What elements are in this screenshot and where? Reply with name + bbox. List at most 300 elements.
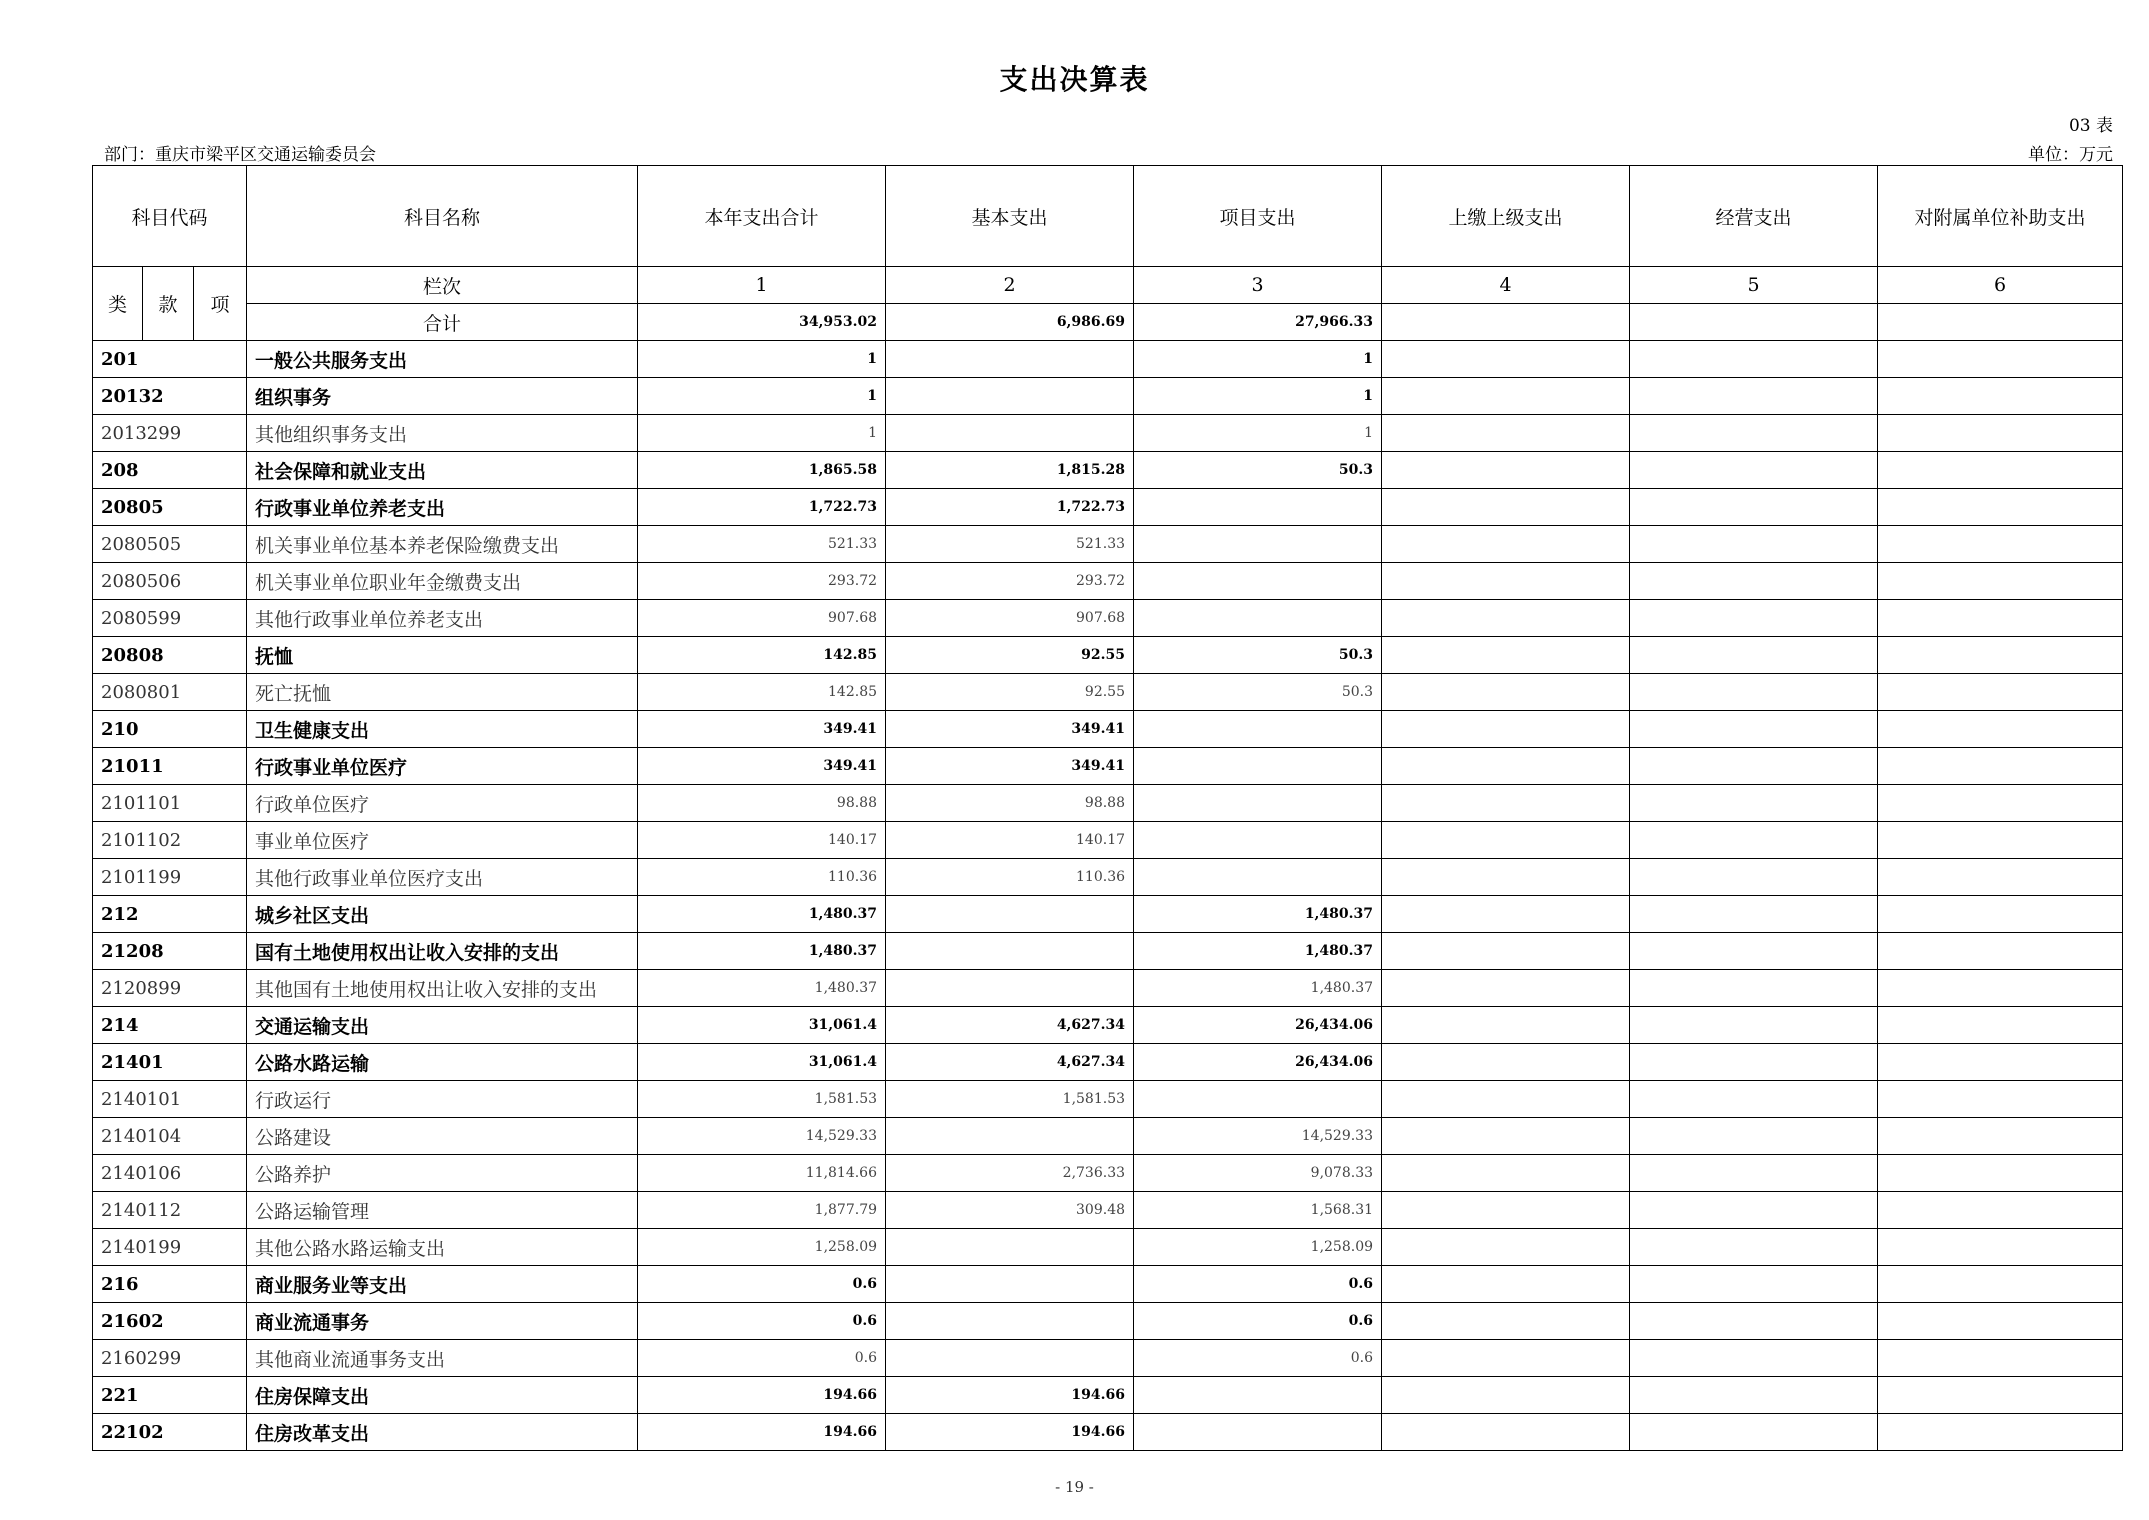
table-row	[93, 822, 2123, 859]
basic-amount	[886, 1340, 1134, 1377]
subsidy-amount	[1878, 1155, 2123, 1192]
basic-amount: 1,722.73	[886, 489, 1134, 526]
total-amount: 11,814.66	[638, 1155, 886, 1192]
subject-code: 21401	[93, 1044, 247, 1081]
total-project: 27,966.33	[1134, 304, 1382, 341]
subsidy-amount	[1878, 785, 2123, 822]
upper-amount	[1382, 970, 1630, 1007]
business-amount	[1630, 822, 1878, 859]
total-amount: 194.66	[638, 1377, 886, 1414]
header-business: 经营支出	[1630, 166, 1878, 267]
project-amount	[1134, 859, 1382, 896]
subsidy-amount	[1878, 1192, 2123, 1229]
basic-amount: 194.66	[886, 1377, 1134, 1414]
total-amount: 194.66	[638, 1414, 886, 1451]
business-amount	[1630, 785, 1878, 822]
table-row	[93, 896, 2123, 933]
subject-name: 行政事业单位养老支出	[247, 489, 638, 526]
upper-amount	[1382, 1007, 1630, 1044]
project-amount	[1134, 822, 1382, 859]
total-amount: 293.72	[638, 563, 886, 600]
subsidy-amount	[1878, 415, 2123, 452]
col-index-5: 5	[1630, 267, 1878, 304]
header-basic: 基本支出	[886, 166, 1134, 267]
table-row	[93, 970, 2123, 1007]
subject-name: 其他行政事业单位养老支出	[247, 600, 638, 637]
unit-label: 单位：万元	[2028, 145, 2113, 165]
project-amount: 26,434.06	[1134, 1007, 1382, 1044]
subsidy-amount	[1878, 859, 2123, 896]
subject-code: 2140112	[93, 1192, 247, 1229]
project-amount: 1	[1134, 415, 1382, 452]
project-amount: 1,480.37	[1134, 896, 1382, 933]
total-amount: 142.85	[638, 674, 886, 711]
basic-amount	[886, 1118, 1134, 1155]
project-amount: 1,568.31	[1134, 1192, 1382, 1229]
total-amount: 1	[638, 341, 886, 378]
subject-code: 210	[93, 711, 247, 748]
subsidy-amount	[1878, 1303, 2123, 1340]
subsidy-amount	[1878, 489, 2123, 526]
table-row	[93, 415, 2123, 452]
total-amount: 110.36	[638, 859, 886, 896]
total-amount: 1,480.37	[638, 933, 886, 970]
subject-code: 20808	[93, 637, 247, 674]
table-row	[93, 563, 2123, 600]
total-amount: 1,258.09	[638, 1229, 886, 1266]
business-amount	[1630, 1303, 1878, 1340]
business-amount	[1630, 489, 1878, 526]
project-amount: 1	[1134, 341, 1382, 378]
business-amount	[1630, 1118, 1878, 1155]
table-row	[93, 489, 2123, 526]
project-amount	[1134, 748, 1382, 785]
subject-code: 214	[93, 1007, 247, 1044]
table-row	[93, 600, 2123, 637]
business-amount	[1630, 341, 1878, 378]
table-row	[93, 1118, 2123, 1155]
subsidy-amount	[1878, 711, 2123, 748]
upper-amount	[1382, 637, 1630, 674]
total-amount: 349.41	[638, 748, 886, 785]
project-amount: 26,434.06	[1134, 1044, 1382, 1081]
col-index-6: 6	[1878, 267, 2123, 304]
business-amount	[1630, 563, 1878, 600]
subject-code: 201	[93, 341, 247, 378]
subject-name: 组织事务	[247, 378, 638, 415]
header-row	[93, 166, 2123, 267]
subsidy-amount	[1878, 452, 2123, 489]
subject-code: 21208	[93, 933, 247, 970]
business-amount	[1630, 526, 1878, 563]
header-name: 科目名称	[247, 166, 638, 267]
upper-amount	[1382, 489, 1630, 526]
project-amount	[1134, 711, 1382, 748]
table-row	[93, 1266, 2123, 1303]
project-amount: 0.6	[1134, 1340, 1382, 1377]
basic-amount	[886, 415, 1134, 452]
basic-amount: 309.48	[886, 1192, 1134, 1229]
basic-amount: 1,581.53	[886, 1081, 1134, 1118]
col-index-2: 2	[886, 267, 1134, 304]
total-amount: 14,529.33	[638, 1118, 886, 1155]
project-amount: 1,480.37	[1134, 933, 1382, 970]
subsidy-amount	[1878, 933, 2123, 970]
subject-name: 行政单位医疗	[247, 785, 638, 822]
total-total: 34,953.02	[638, 304, 886, 341]
xiang-cell: 项	[194, 267, 247, 341]
business-amount	[1630, 1007, 1878, 1044]
lanci-cell: 栏次	[247, 267, 638, 304]
upper-amount	[1382, 1377, 1630, 1414]
basic-amount: 92.55	[886, 674, 1134, 711]
upper-amount	[1382, 933, 1630, 970]
business-amount	[1630, 859, 1878, 896]
subject-name: 公路运输管理	[247, 1192, 638, 1229]
upper-amount	[1382, 748, 1630, 785]
total-row	[93, 304, 2123, 341]
upper-amount	[1382, 1155, 1630, 1192]
total-amount: 1,722.73	[638, 489, 886, 526]
subject-name: 死亡抚恤	[247, 674, 638, 711]
project-amount: 0.6	[1134, 1266, 1382, 1303]
table-row	[93, 452, 2123, 489]
table-row	[93, 1414, 2123, 1451]
table-row	[93, 748, 2123, 785]
subject-code: 22102	[93, 1414, 247, 1451]
business-amount	[1630, 600, 1878, 637]
total-upper	[1382, 304, 1630, 341]
upper-amount	[1382, 1118, 1630, 1155]
project-amount: 1	[1134, 378, 1382, 415]
project-amount	[1134, 489, 1382, 526]
upper-amount	[1382, 1192, 1630, 1229]
subsidy-amount	[1878, 563, 2123, 600]
upper-amount	[1382, 1266, 1630, 1303]
business-amount	[1630, 1044, 1878, 1081]
table-row	[93, 1081, 2123, 1118]
subject-code: 2140199	[93, 1229, 247, 1266]
subject-name: 公路水路运输	[247, 1044, 638, 1081]
table-number: 03 表	[2068, 116, 2113, 136]
subject-name: 行政运行	[247, 1081, 638, 1118]
total-amount: 1	[638, 415, 886, 452]
basic-amount: 194.66	[886, 1414, 1134, 1451]
subsidy-amount	[1878, 748, 2123, 785]
subject-code: 2140101	[93, 1081, 247, 1118]
page-number: - 19 -	[1055, 1478, 1094, 1496]
basic-amount: 907.68	[886, 600, 1134, 637]
subsidy-amount	[1878, 1118, 2123, 1155]
subsidy-amount	[1878, 1081, 2123, 1118]
subject-name: 国有土地使用权出让收入安排的支出	[247, 933, 638, 970]
total-amount: 0.6	[638, 1303, 886, 1340]
business-amount	[1630, 637, 1878, 674]
subject-code: 20132	[93, 378, 247, 415]
upper-amount	[1382, 785, 1630, 822]
business-amount	[1630, 674, 1878, 711]
subject-name: 城乡社区支出	[247, 896, 638, 933]
subject-code: 212	[93, 896, 247, 933]
project-amount: 14,529.33	[1134, 1118, 1382, 1155]
total-amount: 1,581.53	[638, 1081, 886, 1118]
upper-amount	[1382, 896, 1630, 933]
subject-code: 208	[93, 452, 247, 489]
table-row	[93, 711, 2123, 748]
upper-amount	[1382, 378, 1630, 415]
subject-name: 住房保障支出	[247, 1377, 638, 1414]
basic-amount: 92.55	[886, 637, 1134, 674]
subsidy-amount	[1878, 896, 2123, 933]
basic-amount	[886, 970, 1134, 1007]
subject-code: 2101102	[93, 822, 247, 859]
basic-amount: 110.36	[886, 859, 1134, 896]
expenditure-table	[92, 165, 2123, 1451]
total-amount: 1,480.37	[638, 970, 886, 1007]
subject-name: 其他行政事业单位医疗支出	[247, 859, 638, 896]
table-row	[93, 637, 2123, 674]
subject-name: 机关事业单位职业年金缴费支出	[247, 563, 638, 600]
upper-amount	[1382, 711, 1630, 748]
total-amount: 31,061.4	[638, 1044, 886, 1081]
table-row	[93, 1303, 2123, 1340]
total-amount: 1,865.58	[638, 452, 886, 489]
kuan-cell: 款	[143, 267, 194, 341]
project-amount: 9,078.33	[1134, 1155, 1382, 1192]
business-amount	[1630, 415, 1878, 452]
subject-code: 216	[93, 1266, 247, 1303]
table-row	[93, 526, 2123, 563]
basic-amount	[886, 1229, 1134, 1266]
basic-amount: 4,627.34	[886, 1007, 1134, 1044]
table-row	[93, 1155, 2123, 1192]
total-amount: 142.85	[638, 637, 886, 674]
basic-amount	[886, 896, 1134, 933]
subject-name: 社会保障和就业支出	[247, 452, 638, 489]
subsidy-amount	[1878, 1007, 2123, 1044]
project-amount	[1134, 526, 1382, 563]
total-amount: 98.88	[638, 785, 886, 822]
subject-code: 21602	[93, 1303, 247, 1340]
subject-name: 其他商业流通事务支出	[247, 1340, 638, 1377]
subsidy-amount	[1878, 526, 2123, 563]
col-index-1: 1	[638, 267, 886, 304]
basic-amount	[886, 1303, 1134, 1340]
subject-code: 2080599	[93, 600, 247, 637]
upper-amount	[1382, 1303, 1630, 1340]
total-amount: 1	[638, 378, 886, 415]
col-index-4: 4	[1382, 267, 1630, 304]
subsidy-amount	[1878, 1229, 2123, 1266]
table-row	[93, 1229, 2123, 1266]
subject-name: 商业流通事务	[247, 1303, 638, 1340]
subsidy-amount	[1878, 600, 2123, 637]
basic-amount: 2,736.33	[886, 1155, 1134, 1192]
upper-amount	[1382, 822, 1630, 859]
subject-name: 其他公路水路运输支出	[247, 1229, 638, 1266]
basic-amount: 349.41	[886, 711, 1134, 748]
project-amount: 1,258.09	[1134, 1229, 1382, 1266]
upper-amount	[1382, 1340, 1630, 1377]
subject-code: 2140106	[93, 1155, 247, 1192]
header-total: 本年支出合计	[638, 166, 886, 267]
upper-amount	[1382, 600, 1630, 637]
subsidy-amount	[1878, 1266, 2123, 1303]
basic-amount	[886, 341, 1134, 378]
subject-name: 公路建设	[247, 1118, 638, 1155]
upper-amount	[1382, 1229, 1630, 1266]
business-amount	[1630, 1266, 1878, 1303]
business-amount	[1630, 1229, 1878, 1266]
project-amount	[1134, 600, 1382, 637]
table-row	[93, 1192, 2123, 1229]
basic-amount: 349.41	[886, 748, 1134, 785]
upper-amount	[1382, 415, 1630, 452]
header-project: 项目支出	[1134, 166, 1382, 267]
subject-name: 公路养护	[247, 1155, 638, 1192]
upper-amount	[1382, 674, 1630, 711]
subsidy-amount	[1878, 341, 2123, 378]
upper-amount	[1382, 1081, 1630, 1118]
project-amount: 50.3	[1134, 452, 1382, 489]
subject-code: 20805	[93, 489, 247, 526]
basic-amount: 98.88	[886, 785, 1134, 822]
subsidy-amount	[1878, 970, 2123, 1007]
project-amount	[1134, 1414, 1382, 1451]
total-subsidy	[1878, 304, 2123, 341]
basic-amount	[886, 378, 1134, 415]
upper-amount	[1382, 526, 1630, 563]
subsidy-amount	[1878, 1377, 2123, 1414]
project-amount	[1134, 1081, 1382, 1118]
total-amount: 521.33	[638, 526, 886, 563]
subject-name: 交通运输支出	[247, 1007, 638, 1044]
business-amount	[1630, 1340, 1878, 1377]
table-row	[93, 1007, 2123, 1044]
total-amount: 1,877.79	[638, 1192, 886, 1229]
business-amount	[1630, 1414, 1878, 1451]
subject-code: 2140104	[93, 1118, 247, 1155]
subject-code: 21011	[93, 748, 247, 785]
total-amount: 31,061.4	[638, 1007, 886, 1044]
subject-name: 商业服务业等支出	[247, 1266, 638, 1303]
project-amount: 50.3	[1134, 674, 1382, 711]
total-amount: 1,480.37	[638, 896, 886, 933]
basic-amount	[886, 933, 1134, 970]
basic-amount: 4,627.34	[886, 1044, 1134, 1081]
subject-code: 2080506	[93, 563, 247, 600]
total-amount: 349.41	[638, 711, 886, 748]
subsidy-amount	[1878, 378, 2123, 415]
subject-name: 卫生健康支出	[247, 711, 638, 748]
table-row	[93, 785, 2123, 822]
business-amount	[1630, 933, 1878, 970]
subject-code: 2101199	[93, 859, 247, 896]
business-amount	[1630, 1155, 1878, 1192]
table-row	[93, 341, 2123, 378]
basic-amount: 1,815.28	[886, 452, 1134, 489]
subject-name: 一般公共服务支出	[247, 341, 638, 378]
table-row	[93, 933, 2123, 970]
upper-amount	[1382, 1044, 1630, 1081]
subject-code: 2160299	[93, 1340, 247, 1377]
upper-amount	[1382, 452, 1630, 489]
basic-amount	[886, 1266, 1134, 1303]
subject-name: 其他组织事务支出	[247, 415, 638, 452]
upper-amount	[1382, 563, 1630, 600]
business-amount	[1630, 711, 1878, 748]
subsidy-amount	[1878, 637, 2123, 674]
subsidy-amount	[1878, 674, 2123, 711]
project-amount: 0.6	[1134, 1303, 1382, 1340]
total-amount: 0.6	[638, 1266, 886, 1303]
lei-cell: 类	[93, 267, 143, 341]
subject-name: 机关事业单位基本养老保险缴费支出	[247, 526, 638, 563]
subject-name: 抚恤	[247, 637, 638, 674]
business-amount	[1630, 378, 1878, 415]
header-upper: 上缴上级支出	[1382, 166, 1630, 267]
subject-code: 2080505	[93, 526, 247, 563]
total-label: 合计	[247, 304, 638, 341]
header-subsidy: 对附属单位补助支出	[1878, 166, 2123, 267]
project-amount	[1134, 1377, 1382, 1414]
project-amount: 1,480.37	[1134, 970, 1382, 1007]
business-amount	[1630, 748, 1878, 785]
business-amount	[1630, 896, 1878, 933]
business-amount	[1630, 1081, 1878, 1118]
project-amount	[1134, 563, 1382, 600]
subsidy-amount	[1878, 822, 2123, 859]
business-amount	[1630, 1192, 1878, 1229]
subject-code: 2120899	[93, 970, 247, 1007]
upper-amount	[1382, 1414, 1630, 1451]
basic-amount: 293.72	[886, 563, 1134, 600]
basic-amount: 521.33	[886, 526, 1134, 563]
upper-amount	[1382, 859, 1630, 896]
total-amount: 907.68	[638, 600, 886, 637]
total-amount: 140.17	[638, 822, 886, 859]
page-title: 支出决算表	[999, 63, 1150, 96]
project-amount: 50.3	[1134, 637, 1382, 674]
table-row	[93, 674, 2123, 711]
column-index-row	[93, 267, 2123, 304]
subsidy-amount	[1878, 1340, 2123, 1377]
total-basic: 6,986.69	[886, 304, 1134, 341]
subsidy-amount	[1878, 1044, 2123, 1081]
subject-name: 事业单位医疗	[247, 822, 638, 859]
project-amount	[1134, 785, 1382, 822]
table-row	[93, 1044, 2123, 1081]
table-row	[93, 1340, 2123, 1377]
table-row	[93, 378, 2123, 415]
col-index-3: 3	[1134, 267, 1382, 304]
business-amount	[1630, 1377, 1878, 1414]
subject-name: 行政事业单位医疗	[247, 748, 638, 785]
subject-name: 其他国有土地使用权出让收入安排的支出	[247, 970, 638, 1007]
subject-code: 221	[93, 1377, 247, 1414]
business-amount	[1630, 452, 1878, 489]
header-code: 科目代码	[93, 166, 247, 267]
subject-code: 2101101	[93, 785, 247, 822]
total-amount: 0.6	[638, 1340, 886, 1377]
department-label: 部门：重庆市梁平区交通运输委员会	[104, 145, 376, 165]
basic-amount: 140.17	[886, 822, 1134, 859]
subject-code: 2013299	[93, 415, 247, 452]
upper-amount	[1382, 341, 1630, 378]
total-business	[1630, 304, 1878, 341]
table-row	[93, 859, 2123, 896]
table-row	[93, 1377, 2123, 1414]
